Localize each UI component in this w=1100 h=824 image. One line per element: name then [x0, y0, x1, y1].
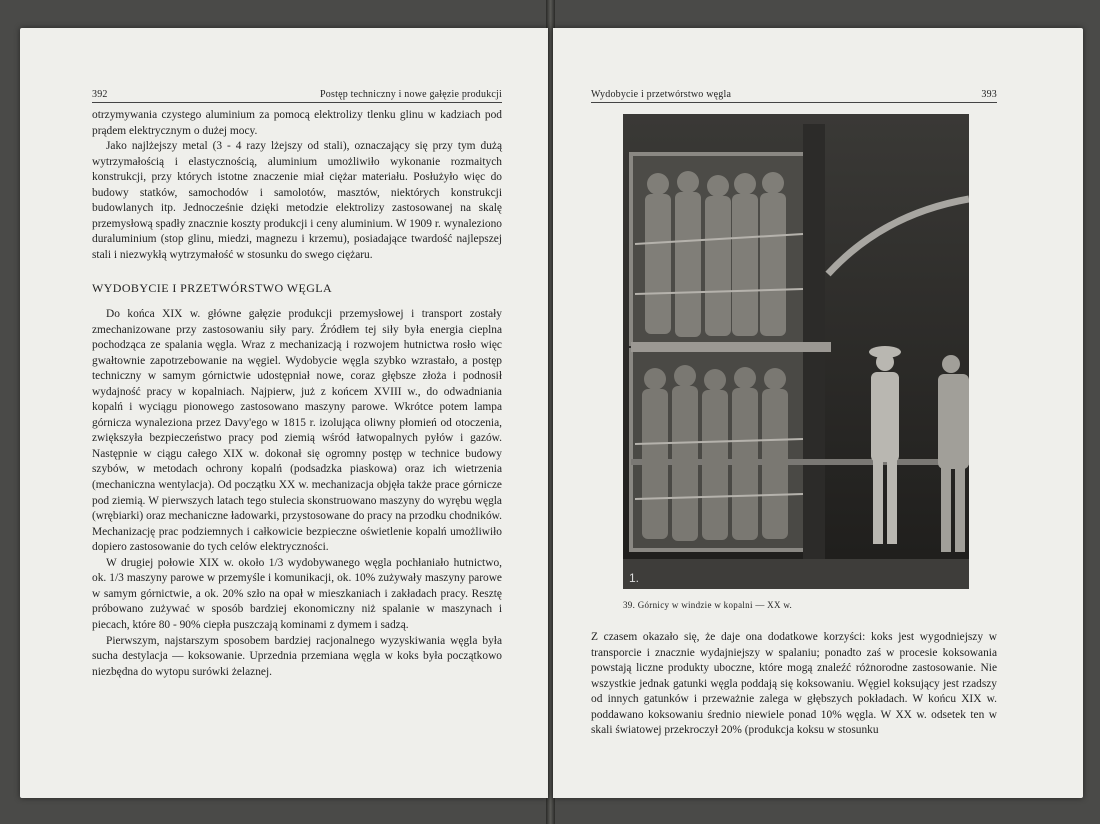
- left-page: [20, 28, 548, 798]
- right-page-number: 393: [981, 89, 997, 100]
- right-page-header: [591, 84, 997, 103]
- miners-elevator-illustration: [623, 114, 969, 589]
- photo-number-label: 1.: [629, 571, 640, 585]
- paragraph: Jako najlżejszy metal (3 - 4 razy lżejszy od stali), oznaczający się przy tym dużą wytrzymałością i elastycznością, aluminium umożliwiło wykonanie rozmaitych konstrukcji, przy których istotne znaczenie miał ciężar materiału. Posłużyło więc do budowy statków, samochodów i samolotów, masztów, niektórych konstrukcji budowlanych itp. Jednocześnie dzięki metodzie elektrolizy zastosowanej na skalę przemysłową spadły znacznie koszty produkcji i ceny aluminium. W 1909 r. wynaleziono duraluminium (stop glinu, miedzi, magnezu i krzemu), posiadające twardość najlepszej stali i niezwykłą wytrzymałość w stosunku do swego ciężaru.: [92, 140, 502, 261]
- right-page: [553, 28, 1083, 798]
- miners-photo: [623, 114, 969, 589]
- paragraph: W drugiej połowie XIX w. około 1/3 wydobywanego węgla pochłaniało hutnictwo, ok. 1/3 maszyny parowe w przemyśle i komunikacji, ok. 10% zużywały maszyny parowe w samym górnictwie, a ok. 20% szło na opał w mieszkaniach i zakładach pracy. Resztę próbowano zużywać w sposób bardziej ekonomiczny niż spalanie w maszynach i piecach, które 80 - 90% ciepła puszczają kominami z dymem i sadzą.: [92, 556, 502, 631]
- paragraph: Z czasem okazało się, że daje ona dodatkowe korzyści: koks jest wygodniejszy w transporcie i znacznie wydajniejszy w spalaniu; ponadto zaś w procesie koksowania powstają liczne produkty uboczne, które mogą znaleźć różnorodne zastosowanie. Nie wszystkie jednak gatunki węgla poddają się koksowaniu. Węgiel koksujący jest rzadszy od innych gatunków i przeważnie zalega w głębszych pokładach. W końcu XIX w. poddawano koksowaniu średnio niewiele ponad 10% węgla. W XX w. odsetek ten w skali światowej przekroczył 20% (produkcja koksu w stosunku: [591, 631, 997, 737]
- left-page-body: [92, 108, 502, 680]
- section-heading: WYDOBYCIE I PRZETWÓRSTWO WĘGLA: [92, 281, 333, 296]
- paragraph: Pierwszym, najstarszym sposobem bardziej racjonalnego wyzyskiwania węgla była sucha destylacja — koksowanie. Uprzednia przemiana węgla w koks była początkowo niezbędna do wytopu surówki żelaznej.: [92, 634, 502, 678]
- photo-caption: 39. Górnicy w windzie w kopalni — XX w.: [623, 600, 793, 610]
- left-running-head: Postęp techniczny i nowe gałęzie produkcji: [320, 89, 502, 100]
- paragraph: Do końca XIX w. główne gałęzie produkcji przemysłowej i transport zostały zmechanizowane przy zastosowaniu siły pary. Źródłem tej siły była energia cieplna pochodząca ze spalania węgla. Wraz z mechanizacją i rozwojem hutnictwa rosło więc gwałtownie zapotrzebowanie na węgiel. Wydobycie węgla szybko wzrastało, a postęp techniczny w samym górnictwie udostępniał nowe, coraz głębsze złoża i podnosił wydajność pracy w kopalniach. Najpierw, już z końcem XVIII w., do odwadniania kopalń i wyciągu pionowego zastosowano maszyny parowe. Wkrótce potem lampa górnicza wynaleziona przez Davy'ego w 1815 r. izolująca oliwny płomień od otoczenia, zwiększyła bezpieczeństwo pracy pod ziemią wśród łatwopalnych pyłów i gazów. Następnie w ciągu całego XIX w. dokonał się ogromny postęp w technice budowy szybów, w metodach ochrony kopalń (podsadzka piaskowa) oraz ich wietrzenia (mechaniczna wentylacja). Od początku XX w. mechanizacja objęła także prace górnicze pod ziemią. W pierwszych latach tego stulecia skonstruowano maszyny do wyrębu węgla (wrębiarki) oraz mechaniczne ładowarki, przystosowane do pracy na przodku chodników. Mechanizację prac podziemnych i całkowicie bezpieczne oświetlenie kopalń umożliwiło dopiero zastosowanie do tych celów elektryczności.: [92, 308, 502, 554]
- left-page-header: [92, 84, 502, 103]
- right-page-body: [591, 630, 997, 739]
- left-page-number: 392: [92, 89, 108, 100]
- right-running-head: Wydobycie i przetwórstwo węgla: [591, 89, 732, 100]
- paragraph: otrzymywania czystego aluminium za pomocą elektrolizy tlenku glinu w kadziach pod prądem elektrycznym o dużej mocy.: [92, 109, 502, 137]
